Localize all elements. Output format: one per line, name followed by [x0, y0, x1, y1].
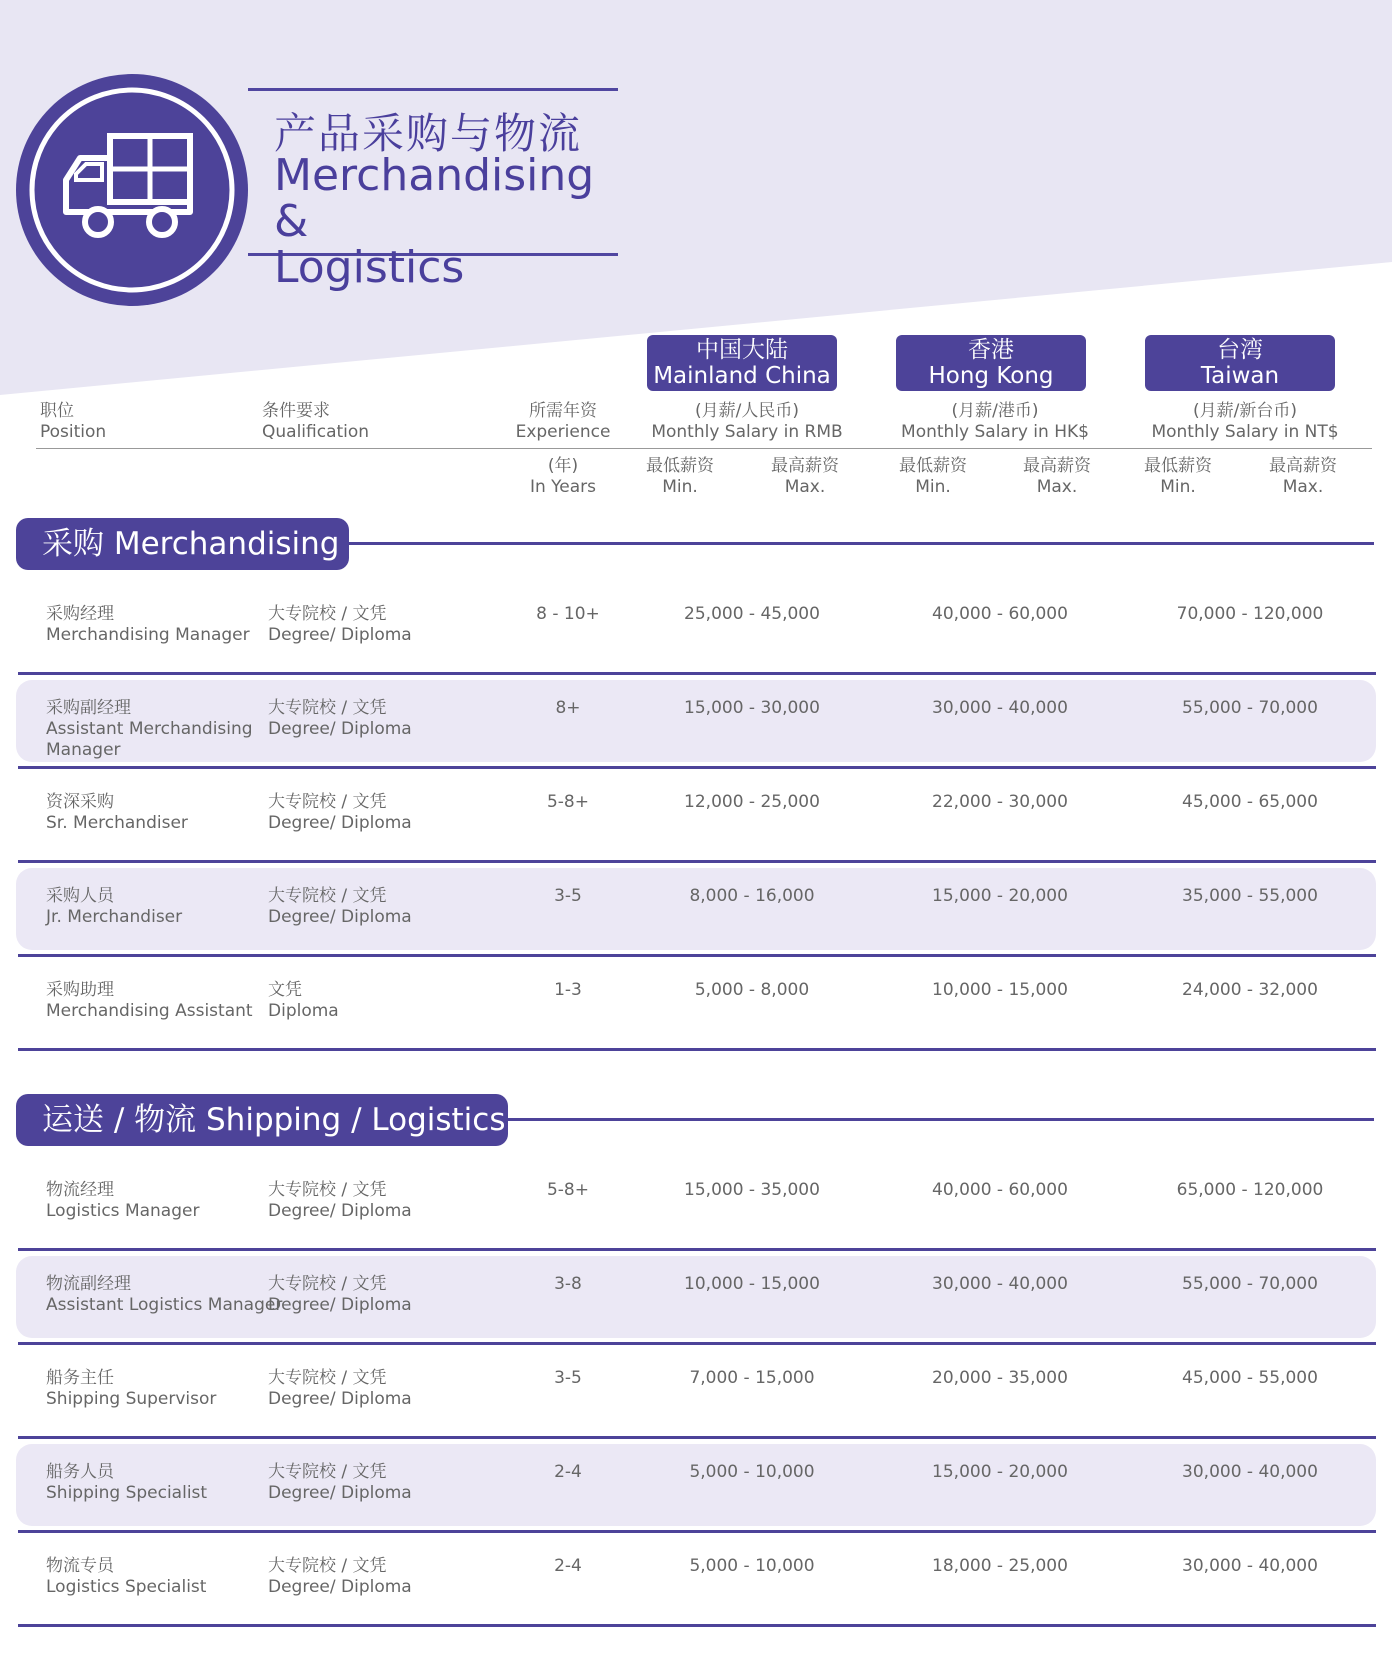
region-badge-taiwan — [1145, 335, 1335, 391]
qualification-cn: 大专院校 / 文凭 — [268, 1274, 387, 1294]
salary-cell-hk: 10,000 - 15,000 — [932, 980, 1068, 1000]
salary-cell-hk: 15,000 - 20,000 — [932, 1462, 1068, 1482]
header-min-en: Min. — [915, 477, 951, 497]
qualification-cn: 大专院校 / 文凭 — [268, 1462, 387, 1482]
header-qualification-en: Qualification — [262, 422, 370, 442]
position-name-cn: 船务主任 — [46, 1368, 114, 1388]
position-name-en: Shipping Supervisor — [46, 1389, 217, 1409]
position-name-en: Logistics Manager — [46, 1201, 200, 1221]
position-name-cn: 采购助理 — [46, 980, 114, 1000]
region-badge-china — [647, 335, 837, 391]
header-max-en: Max. — [1282, 477, 1324, 497]
qualification-en: Degree/ Diploma — [268, 1389, 412, 1409]
qualification-cn: 文凭 — [268, 980, 302, 1000]
qualification-en: Degree/ Diploma — [268, 719, 412, 739]
header-unit-hk-cn: (月薪/港币) — [951, 401, 1039, 421]
header-max-cn: 最高薪资 — [1023, 456, 1091, 476]
position-name-cn: 物流经理 — [46, 1180, 114, 1200]
header-min-cn: 最低薪资 — [646, 456, 714, 476]
header-unit-hk-en: Monthly Salary in HK$ — [901, 422, 1089, 442]
position-name-en: Assistant Logistics Manager — [46, 1295, 283, 1315]
salary-cell-china: 5,000 - 10,000 — [689, 1462, 815, 1482]
header-unit-china-en: Monthly Salary in RMB — [651, 422, 843, 442]
salary-cell-hk: 40,000 - 60,000 — [932, 604, 1068, 624]
row-divider — [18, 1342, 1376, 1345]
salary-cell-hk: 22,000 - 30,000 — [932, 792, 1068, 812]
page-title — [248, 88, 618, 293]
row-shading — [16, 868, 1376, 950]
salary-cell-exp: 3-5 — [554, 1368, 582, 1388]
header-years — [505, 456, 621, 498]
header-max-hk — [1012, 456, 1102, 498]
qualification-en: Degree/ Diploma — [268, 907, 412, 927]
salary-cell-tw: 30,000 - 40,000 — [1182, 1556, 1318, 1576]
row-shading — [16, 1444, 1376, 1526]
row-divider — [18, 860, 1376, 863]
header-divider — [36, 448, 1372, 449]
qualification-cn: 大专院校 / 文凭 — [268, 1368, 387, 1388]
header-min-cn: 最低薪资 — [1144, 456, 1212, 476]
salary-cell-exp: 5-8+ — [546, 1180, 589, 1200]
header-position — [40, 401, 106, 443]
header-unit-china-cn: (月薪/人民币) — [695, 401, 799, 421]
header-min-cn: 最低薪资 — [899, 456, 967, 476]
row-divider — [18, 1624, 1376, 1627]
salary-cell-china: 8,000 - 16,000 — [689, 886, 815, 906]
salary-cell-tw: 45,000 - 65,000 — [1182, 792, 1318, 812]
salary-cell-tw: 45,000 - 55,000 — [1182, 1368, 1318, 1388]
header-unit-tw-cn: (月薪/新台币) — [1193, 401, 1297, 421]
position-name-cn: 物流副经理 — [46, 1274, 131, 1294]
section-header-logistics: 运送 / 物流 Shipping / Logistics — [16, 1094, 508, 1146]
salary-cell-china: 25,000 - 45,000 — [684, 604, 820, 624]
qualification-en: Degree/ Diploma — [268, 1201, 412, 1221]
region-badge-hongkong — [896, 335, 1086, 391]
salary-cell-hk: 40,000 - 60,000 — [932, 1180, 1068, 1200]
salary-cell-tw: 55,000 - 70,000 — [1182, 698, 1318, 718]
title-chinese: 产品采购与物流 — [274, 109, 583, 158]
header-min-hk — [888, 456, 978, 498]
region-china-cn: 中国大陆 — [696, 337, 788, 363]
position-name-cn: 采购副经理 — [46, 698, 131, 718]
qualification-en: Degree/ Diploma — [268, 813, 412, 833]
header-max-cn: 最高薪资 — [771, 456, 839, 476]
salary-cell-tw: 30,000 - 40,000 — [1182, 1462, 1318, 1482]
header-years-cn: (年) — [547, 456, 579, 476]
salary-cell-tw: 70,000 - 120,000 — [1176, 604, 1324, 624]
position-name-en: Merchandising Assistant — [46, 1001, 253, 1021]
salary-cell-hk: 30,000 - 40,000 — [932, 698, 1068, 718]
salary-cell-china: 12,000 - 25,000 — [684, 792, 820, 812]
qualification-cn: 大专院校 / 文凭 — [268, 1556, 387, 1576]
salary-cell-exp: 2-4 — [554, 1462, 582, 1482]
qualification-cn: 大专院校 / 文凭 — [268, 698, 387, 718]
qualification-en: Diploma — [268, 1001, 339, 1021]
title-english-line2: Logistics — [274, 242, 465, 293]
header-max-en: Max. — [1036, 477, 1078, 497]
header-qualification-cn: 条件要求 — [262, 401, 330, 421]
row-divider — [18, 1048, 1376, 1051]
region-tw-en: Taiwan — [1200, 363, 1280, 389]
qualification-en: Degree/ Diploma — [268, 1577, 412, 1597]
header-max-tw — [1258, 456, 1348, 498]
region-hk-en: Hong Kong — [928, 363, 1054, 389]
header-min-tw — [1133, 456, 1223, 498]
region-hk-cn: 香港 — [968, 337, 1014, 363]
header-min-en: Min. — [1160, 477, 1196, 497]
header-min-en: Min. — [662, 477, 698, 497]
row-divider — [18, 1248, 1376, 1251]
header-position-en: Position — [40, 422, 107, 442]
header-qualification — [262, 401, 369, 443]
salary-cell-hk: 18,000 - 25,000 — [932, 1556, 1068, 1576]
qualification-en: Degree/ Diploma — [268, 1483, 412, 1503]
position-name-en-line2: Manager — [46, 740, 121, 760]
row-divider — [18, 672, 1376, 675]
salary-cell-china: 15,000 - 30,000 — [684, 698, 820, 718]
salary-cell-tw: 24,000 - 32,000 — [1182, 980, 1318, 1000]
section-line-logistics — [507, 1118, 1374, 1121]
qualification-cn: 大专院校 / 文凭 — [268, 1180, 387, 1200]
title-english — [274, 150, 618, 293]
row-divider — [18, 954, 1376, 957]
salary-cell-tw: 65,000 - 120,000 — [1176, 1180, 1324, 1200]
section-line-merchandising — [348, 542, 1374, 545]
salary-cell-exp: 8 - 10+ — [536, 604, 600, 624]
salary-cell-china: 10,000 - 15,000 — [684, 1274, 820, 1294]
position-name-en: Merchandising Manager — [46, 625, 250, 645]
header-years-en: In Years — [529, 477, 597, 497]
position-name-cn: 船务人员 — [46, 1462, 114, 1482]
header-unit-hk — [880, 401, 1110, 443]
position-name-cn: 采购人员 — [46, 886, 114, 906]
header-experience — [505, 401, 621, 443]
salary-cell-exp: 3-5 — [554, 886, 582, 906]
truck-icon — [14, 72, 250, 308]
salary-cell-tw: 35,000 - 55,000 — [1182, 886, 1318, 906]
header-max-cn: 最高薪资 — [1269, 456, 1337, 476]
qualification-cn: 大专院校 / 文凭 — [268, 604, 387, 624]
header-max-en: Max. — [784, 477, 826, 497]
header-unit-tw — [1130, 401, 1360, 443]
salary-cell-hk: 15,000 - 20,000 — [932, 886, 1068, 906]
row-divider — [18, 1530, 1376, 1533]
salary-cell-exp: 1-3 — [554, 980, 582, 1000]
salary-cell-exp: 3-8 — [554, 1274, 582, 1294]
position-name-en: Sr. Merchandiser — [46, 813, 188, 833]
position-name-cn: 资深采购 — [46, 792, 114, 812]
row-divider — [18, 1436, 1376, 1439]
salary-cell-china: 7,000 - 15,000 — [689, 1368, 815, 1388]
qualification-en: Degree/ Diploma — [268, 1295, 412, 1315]
salary-cell-exp: 5-8+ — [546, 792, 589, 812]
salary-cell-exp: 2-4 — [554, 1556, 582, 1576]
position-name-en: Logistics Specialist — [46, 1577, 207, 1597]
header-unit-tw-en: Monthly Salary in NT$ — [1151, 422, 1339, 442]
region-china-en: Mainland China — [653, 363, 831, 389]
salary-cell-exp: 8+ — [555, 698, 581, 718]
title-english-line1: Merchandising & — [274, 150, 595, 247]
region-tw-cn: 台湾 — [1217, 337, 1263, 363]
qualification-cn: 大专院校 / 文凭 — [268, 792, 387, 812]
section-header-merchandising: 采购 Merchandising — [16, 518, 349, 570]
position-name-cn: 物流专员 — [46, 1556, 114, 1576]
row-divider — [18, 766, 1376, 769]
qualification-cn: 大专院校 / 文凭 — [268, 886, 387, 906]
position-name-en: Shipping Specialist — [46, 1483, 208, 1503]
position-name-en: Assistant Merchandising — [46, 719, 253, 739]
header-unit-china — [632, 401, 862, 443]
header-max-china — [760, 456, 850, 498]
qualification-en: Degree/ Diploma — [268, 625, 412, 645]
header-position-cn: 职位 — [40, 401, 74, 421]
header-experience-en: Experience — [515, 422, 611, 442]
position-name-cn: 采购经理 — [46, 604, 114, 624]
salary-cell-china: 5,000 - 10,000 — [689, 1556, 815, 1576]
salary-cell-tw: 55,000 - 70,000 — [1182, 1274, 1318, 1294]
salary-cell-hk: 30,000 - 40,000 — [932, 1274, 1068, 1294]
header-experience-cn: 所需年资 — [529, 401, 597, 421]
header-min-china — [635, 456, 725, 498]
salary-cell-hk: 20,000 - 35,000 — [932, 1368, 1068, 1388]
position-name-en: Jr. Merchandiser — [46, 907, 183, 927]
salary-cell-china: 5,000 - 8,000 — [694, 980, 810, 1000]
salary-cell-china: 15,000 - 35,000 — [684, 1180, 820, 1200]
